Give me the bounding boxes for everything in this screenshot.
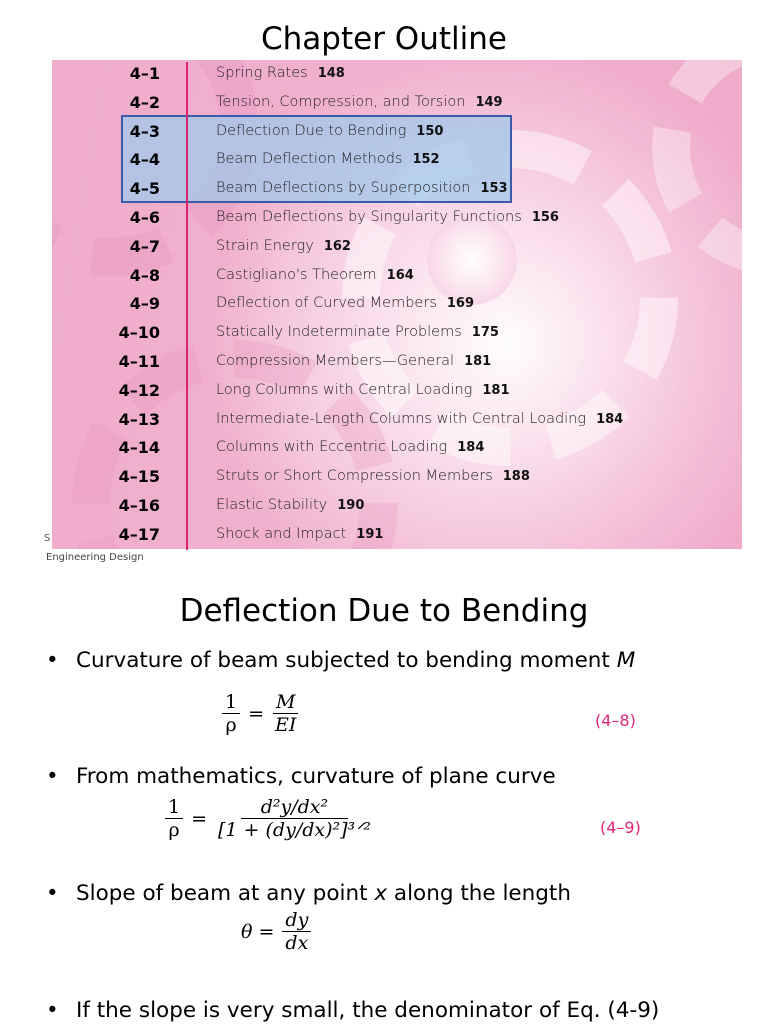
- section-name: Statically Indeterminate Problems: [216, 324, 462, 341]
- section-title-text: [216, 295, 474, 311]
- outline-row: [0, 435, 768, 464]
- equation-slope: [241, 910, 311, 955]
- page-number: 181: [482, 382, 510, 398]
- page-number: 148: [317, 66, 345, 81]
- section-number: 4–9: [129, 294, 160, 314]
- section-number: 4–1: [129, 64, 160, 83]
- section-name: Elastic Stability: [216, 497, 328, 513]
- outline-row: [0, 407, 768, 436]
- outline-row: [0, 176, 768, 205]
- outline-row: [0, 349, 768, 378]
- page-number: 164: [386, 267, 414, 283]
- page-number: 184: [596, 411, 624, 427]
- outline-row: [0, 320, 768, 349]
- equation-4-9: [165, 797, 374, 842]
- bullet-item: [46, 650, 635, 672]
- section-number: 4–4: [129, 150, 160, 170]
- outline-row: [0, 378, 768, 407]
- section-name: Long Columns with Central Loading: [216, 381, 473, 398]
- bullet-text: Slope of beam at any point: [76, 881, 375, 906]
- section-title-text: [216, 353, 491, 369]
- section-name: Beam Deflection Methods: [216, 151, 403, 168]
- section-name: Columns with Eccentric Loading: [216, 439, 448, 456]
- outline-row: [0, 464, 768, 493]
- section-title-text: [216, 151, 440, 167]
- bullet-italic: M: [616, 648, 636, 673]
- bullet-text-after: along the length: [387, 881, 571, 906]
- section-number: 4–2: [129, 92, 160, 112]
- section-name: Spring Rates: [216, 65, 308, 81]
- section-title-text: [216, 238, 351, 254]
- page-number: 184: [457, 440, 485, 456]
- section-name: Shock and Impact: [216, 525, 347, 542]
- eq2-lhs-num: 1: [165, 797, 183, 819]
- equation-label: (4–9): [600, 818, 641, 837]
- footer-fragment: S: [44, 533, 51, 544]
- outline-row: [0, 263, 768, 292]
- section-number: 4–13: [118, 409, 160, 429]
- bullet-item: [46, 1000, 659, 1022]
- section-number: 4–15: [118, 467, 160, 487]
- page-number: 191: [356, 526, 384, 542]
- section-number: 4–17: [118, 524, 160, 544]
- section-number: 4–5: [129, 179, 160, 199]
- section-name: Beam Deflections by Superposition: [216, 180, 471, 197]
- equation-4-8: [222, 692, 299, 737]
- bullet-italic: x: [374, 881, 388, 906]
- section-title-text: [216, 439, 484, 455]
- outline-row: [0, 522, 768, 551]
- eq2-rhs-den: [1 + (dy/dx)²]³ᐟ²: [218, 818, 371, 841]
- outline-row: [0, 205, 768, 234]
- section-number: 4–7: [129, 236, 160, 256]
- section-title-text: [216, 65, 345, 81]
- section-title-text: [216, 526, 383, 542]
- eq2-equals: =: [191, 808, 208, 831]
- section-number: 4–14: [118, 438, 160, 458]
- page-number: 181: [464, 354, 492, 369]
- bullet-item: [46, 883, 571, 905]
- chapter-outline-title: Chapter Outline: [261, 21, 507, 57]
- section-name: Strain Energy: [216, 237, 314, 254]
- section-title-text: [216, 324, 499, 340]
- section-number: 4–16: [118, 496, 160, 515]
- section-title-text: [216, 468, 530, 484]
- section-number: 4–3: [129, 121, 160, 141]
- section-number: 4–8: [129, 265, 160, 285]
- page-number: 149: [475, 94, 503, 110]
- outline-row: [0, 493, 768, 522]
- bullet-text: Curvature of beam subjected to bending moment: [76, 648, 617, 673]
- section-name: Struts or Short Compression Members: [216, 468, 493, 485]
- page-number: 188: [502, 469, 530, 485]
- eq2-lhs-den: ρ: [168, 818, 180, 841]
- equation-label: (4–8): [595, 711, 636, 730]
- section-name: Castigliano's Theorem: [216, 266, 377, 283]
- page-number: 162: [323, 238, 351, 254]
- section-name: Tension, Compression, and Torsion: [216, 93, 466, 110]
- section-title-text: [216, 267, 414, 283]
- section-title-text: [216, 497, 364, 513]
- bullet-text: From mathematics, curvature of plane curve: [76, 764, 556, 789]
- page-number: 169: [446, 296, 475, 312]
- section-title-text: [216, 382, 510, 398]
- outline-row: [0, 61, 768, 90]
- eq1-equals: =: [248, 703, 265, 726]
- eq1-rhs-num: M: [273, 692, 298, 714]
- footer-text: Engineering Design: [46, 552, 144, 563]
- bullet-dot: •: [46, 648, 59, 673]
- section-title-text: [216, 180, 508, 196]
- eq1-lhs-den: ρ: [225, 713, 237, 736]
- outline-row: [0, 291, 768, 320]
- page-number: 175: [471, 325, 499, 341]
- bullet-dot: •: [46, 998, 59, 1023]
- section-name: Beam Deflections by Singularity Functions: [216, 209, 522, 225]
- eq3-lhs: θ =: [241, 921, 275, 944]
- eq2-rhs-num: d²y/dx²: [241, 797, 348, 819]
- page-number: 156: [531, 210, 559, 225]
- section-title-text: [216, 209, 559, 225]
- bullet-dot: •: [46, 764, 59, 789]
- section-number: 4–10: [118, 323, 160, 343]
- outline-row: [0, 90, 768, 119]
- section-number: 4–11: [118, 352, 160, 371]
- bullet-text: If the slope is very small, the denominator of Eq. (4-9): [76, 998, 660, 1023]
- section-number: 4–12: [118, 380, 160, 400]
- bullet-dot: •: [46, 881, 59, 906]
- page-number: 152: [412, 152, 440, 168]
- section-name: Deflection Due to Bending: [216, 122, 407, 139]
- section-title: Deflection Due to Bending: [179, 593, 589, 629]
- eq1-lhs-num: 1: [222, 692, 240, 714]
- eq3-rhs-num: dy: [282, 910, 311, 932]
- page-number: 150: [416, 123, 444, 139]
- section-title-text: [216, 411, 623, 427]
- outline-row: [0, 119, 768, 148]
- outline-row: [0, 147, 768, 176]
- outline-row: [0, 234, 768, 263]
- page-number: 153: [480, 181, 508, 197]
- section-name: Compression Members—General: [216, 353, 455, 369]
- section-number: 4–6: [129, 208, 160, 227]
- section-name: Intermediate-Length Columns with Central Loading: [216, 410, 587, 427]
- page-number: 190: [337, 498, 365, 513]
- eq1-rhs-den: EI: [275, 713, 297, 736]
- section-title-text: [216, 123, 443, 139]
- eq3-rhs-den: dx: [285, 931, 309, 954]
- section-name: Deflection of Curved Members: [216, 295, 437, 312]
- bullet-item: [46, 766, 556, 788]
- section-title-text: [216, 94, 503, 110]
